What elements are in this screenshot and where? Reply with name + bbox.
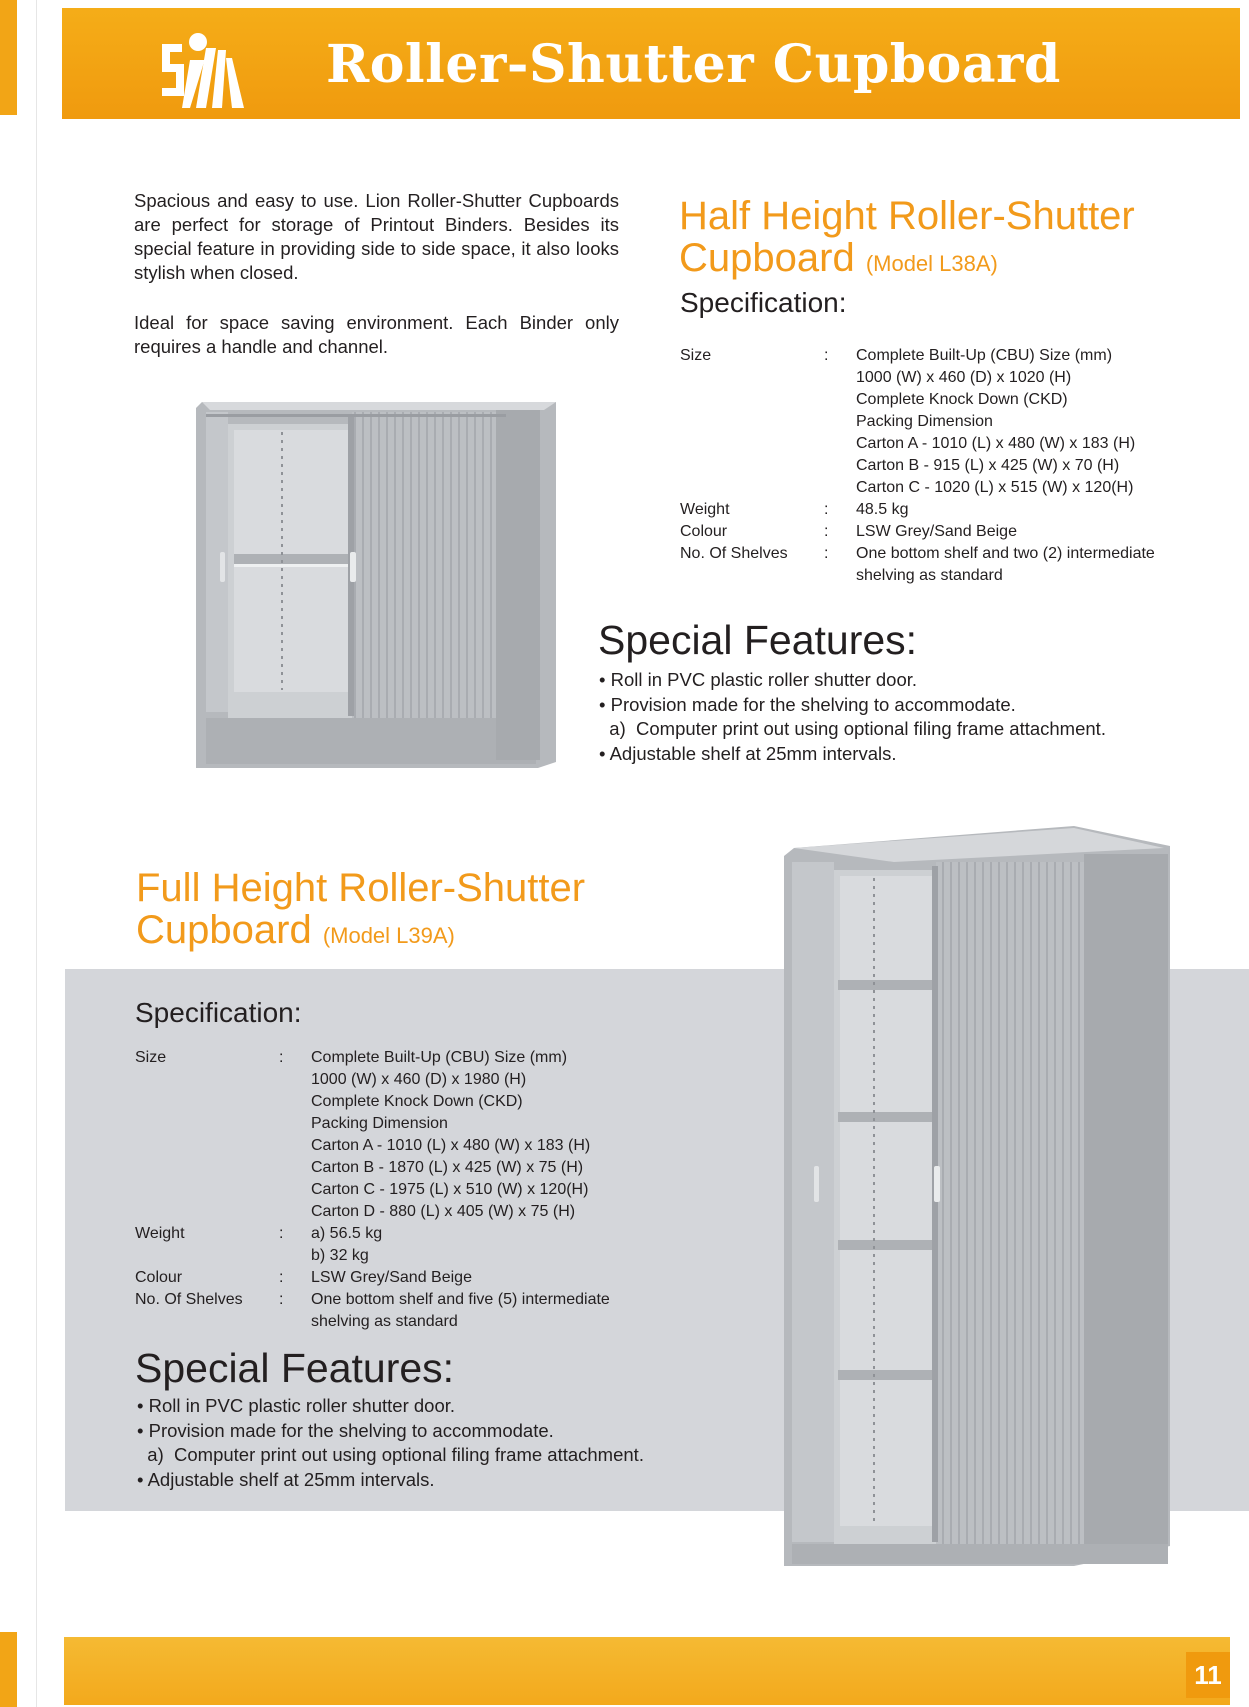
spec-label: No. Of Shelves [680,545,788,562]
spec-value-line: 1000 (W) x 460 (D) x 1980 (H) [311,1071,527,1088]
spec-colon: : [279,1049,284,1066]
full-spec-heading: Specification: [135,997,302,1028]
intro-paragraph-2: Ideal for space saving environment. Each Binder only requires a handle and channel. [134,312,619,357]
half-spec-heading: Specification: [680,287,847,318]
spec-label: Size [135,1049,167,1066]
intro-paragraph: Spacious and easy to use. Lion Roller-Shutter Cupboards are perfect for storage of Printout Binders. Besides its special feature in providing side to side space, it also looks stylish when closed. [134,190,619,283]
spec-value [311,1267,610,1289]
full-height-title: Full Height Roller-Shutter [136,866,586,910]
feature-item: • Roll in PVC plastic roller shutter door. [599,669,918,690]
feature-item: • Provision made for the shelving to accommodate. [599,693,1016,715]
page-title: Roller-Shutter Cupboard [326,34,1061,95]
spine-tab-bottom [0,1632,17,1707]
full-features-list [137,1394,644,1492]
spec-value [856,499,1155,521]
spec-value [311,1289,610,1333]
feature-item: a) Computer print out using optional filing frame attachment. [599,718,1106,739]
spec-value-line: Carton B - 1870 (L) x 425 (W) x 75 (H) [311,1159,584,1176]
full-height-model: (Model L39A) [322,923,455,948]
spec-value-line: Carton A - 1010 (L) x 480 (W) x 183 (H) [856,435,1136,452]
spec-value-line: Packing Dimension [311,1115,448,1132]
half-height-title-line2 [679,237,998,285]
spec-value-line: Carton C - 1975 (L) x 510 (W) x 120(H) [311,1181,589,1198]
spec-colon: : [279,1269,284,1286]
spec-row [135,1223,610,1267]
half-features-list [599,668,1106,766]
footer-bar [64,1637,1230,1705]
spec-row [680,521,1155,543]
spec-value-line: LSW Grey/Sand Beige [311,1269,472,1286]
spec-value [856,521,1155,543]
spec-label: Size [680,347,712,364]
spec-value-line: Carton B - 915 (L) x 425 (W) x 70 (H) [856,457,1120,474]
full-height-title-line2 [136,909,455,957]
spec-value-line: Carton D - 880 (L) x 405 (W) x 75 (H) [311,1203,576,1220]
spec-value-line: 1000 (W) x 460 (D) x 1020 (H) [856,369,1072,386]
spec-label: Colour [680,523,728,540]
spec-value-line: shelving as standard [856,567,1003,584]
spec-value-line: One bottom shelf and five (5) intermediate [311,1291,610,1308]
half-spec-table [680,345,1155,587]
spec-value-line: Complete Knock Down (CKD) [856,391,1068,408]
spec-row [135,1047,610,1223]
spec-value-line: One bottom shelf and two (2) intermediate [856,545,1155,562]
page-number: 11 [1186,1652,1230,1698]
feature-item: a) Computer print out using optional filing frame attachment. [137,1444,644,1465]
spec-label: No. Of Shelves [135,1291,243,1308]
half-features-heading: Special Features: [598,617,918,663]
page-edge-line [36,0,37,1707]
spec-row [135,1267,610,1289]
spec-colon: : [824,347,829,364]
feature-item: • Roll in PVC plastic roller shutter door. [137,1395,456,1416]
feature-item: • Adjustable shelf at 25mm intervals. [137,1468,435,1490]
spec-label: Colour [135,1269,183,1286]
spec-row [680,499,1155,521]
half-height-title-word: Cupboard [679,236,855,280]
spec-label: Weight [135,1225,185,1242]
spec-value-line: a) 56.5 kg [311,1225,383,1242]
spec-value-line: Complete Built-Up (CBU) Size (mm) [856,347,1113,364]
spec-value [856,543,1155,587]
spec-colon: : [824,523,829,540]
feature-item: • Provision made for the shelving to accommodate. [137,1419,554,1441]
spec-row [680,345,1155,499]
spec-colon: : [824,501,829,518]
half-height-cupboard-image [196,402,556,768]
spec-row [680,543,1155,587]
half-height-title: Half Height Roller-Shutter [679,194,1135,238]
spec-value-line: b) 32 kg [311,1247,369,1264]
spec-value-line: Carton C - 1020 (L) x 515 (W) x 120(H) [856,479,1134,496]
spine-tab-top [0,0,17,115]
full-spec-table [135,1047,610,1333]
spec-label: Weight [680,501,730,518]
feature-item: • Adjustable shelf at 25mm intervals. [599,742,897,764]
spec-value-line: shelving as standard [311,1313,458,1330]
spec-value [311,1047,610,1223]
spec-colon: : [824,545,829,562]
full-height-title-word: Cupboard [136,908,312,952]
spec-value-line: LSW Grey/Sand Beige [856,523,1017,540]
spec-value [856,345,1155,499]
spec-colon: : [279,1225,284,1242]
spec-row [135,1289,610,1333]
spec-value [311,1223,610,1267]
lion-logo-icon [160,28,246,110]
spec-colon: : [279,1291,284,1308]
spec-value-line: Carton A - 1010 (L) x 480 (W) x 183 (H) [311,1137,591,1154]
spec-value-line: Packing Dimension [856,413,993,430]
full-features-heading: Special Features: [135,1345,455,1391]
spec-value-line: Complete Built-Up (CBU) Size (mm) [311,1049,568,1066]
half-height-model: (Model L38A) [865,251,998,276]
spec-value-line: 48.5 kg [856,501,909,518]
full-height-cupboard-image [784,826,1170,1566]
spec-value-line: Complete Knock Down (CKD) [311,1093,523,1110]
